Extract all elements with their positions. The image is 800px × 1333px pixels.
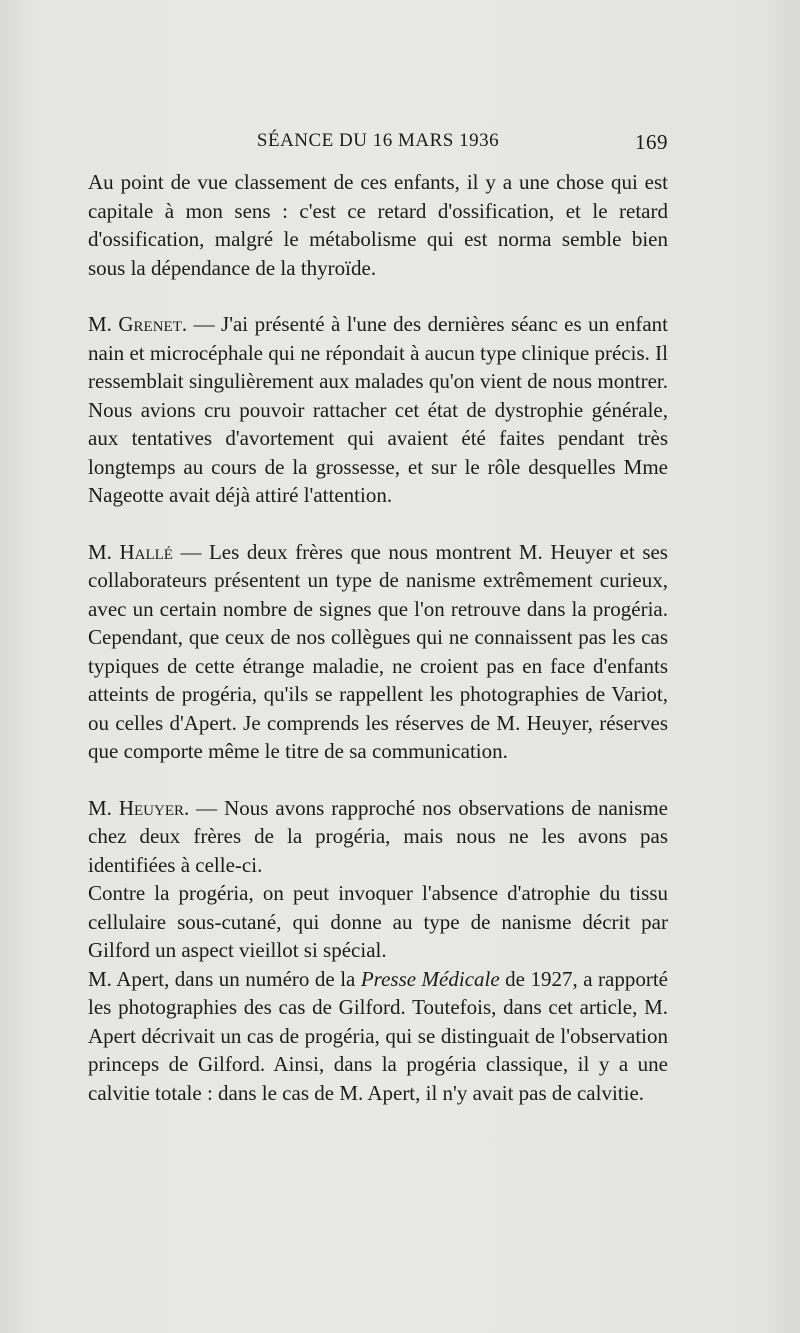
speaker-name: M. Hallé	[88, 539, 173, 564]
paragraph-text: — J'ai présenté à l'une des dernières séanc es un enfant nain et microcéphale qui ne répondait à aucun type clinique précis. Il ressemblait singulièrement aux malades qu'on vient de nous montrer. Nous avions cru pouvoir rattacher cet état de dystrophie générale, aux tentatives d'avortement qui avaient été faites pendant très longtemps au cours de la grossesse, et sur le rôle desquelles Mme Nageotte avait déjà attiré l'attention.	[88, 312, 668, 507]
speaker-name: M. Grenet.	[88, 312, 188, 336]
paragraph	[88, 168, 668, 282]
paragraph	[88, 538, 668, 766]
page-number: 169	[635, 130, 668, 154]
paragraph-text: — Les deux frères que nous montrent M. Heuyer et ses collaborateurs présentent un type de nanisme extrêmement curieux, avec un certain nombre de signes que l'on retrouve dans la progéria. Cependant, que ceux de nos collègues qui ne connaissent pas les cas typiques de cette étrange maladie, ne croient pas en face d'enfants atteints de progéria, qu'ils se rappellent les photographies de Variot, ou celles d'Apert. Je comprends les réserves de M. Heuyer, réserves que comporte même le titre de sa communication.	[88, 539, 668, 763]
paragraph-text: Au point de vue classement de ces enfants, il y a une chose qui est capitale à mon sens : c'est ce retard d'ossification, et le retard d'ossification, malgré le métabolisme qui est norma semble bien sous la dépendance de la thyroïde.	[88, 170, 668, 280]
paragraph	[88, 794, 668, 880]
journal-title: Presse Médicale	[360, 966, 500, 991]
page-header	[88, 130, 668, 160]
running-title: SÉANCE DU 16 MARS 1936	[256, 130, 500, 151]
body-text	[88, 168, 668, 1107]
speaker-name: M. Heuyer.	[88, 795, 190, 820]
paragraph	[88, 310, 668, 510]
paragraph-text: M. Apert, dans un numéro de la	[88, 966, 361, 991]
paragraph-text: Contre la progéria, on peut invoquer l'absence d'atrophie du tissu cellulaire sous-cutané, qui donne au type de nanisme décrit par Gilford un aspect vieillot si spécial.	[88, 881, 668, 962]
paragraph	[88, 879, 668, 965]
paragraph-text: de 1927, a rapporté les photographies des cas de Gilford. Toutefois, dans cet article, M. Apert décrivait un cas de progéria, qui se distinguait de l'observation princeps de Gilford. Ainsi, dans la progéria classique, il y a une calvitie totale : dans le cas de M. Apert, il n'y avait pas de calvitie.	[88, 966, 668, 1105]
paragraph-text: — Nous avons rapproché nos observations de nanisme chez deux frères de la progéria, mais nous ne les avons pas identifiées à celle-ci.	[88, 795, 668, 877]
paragraph	[88, 965, 668, 1108]
